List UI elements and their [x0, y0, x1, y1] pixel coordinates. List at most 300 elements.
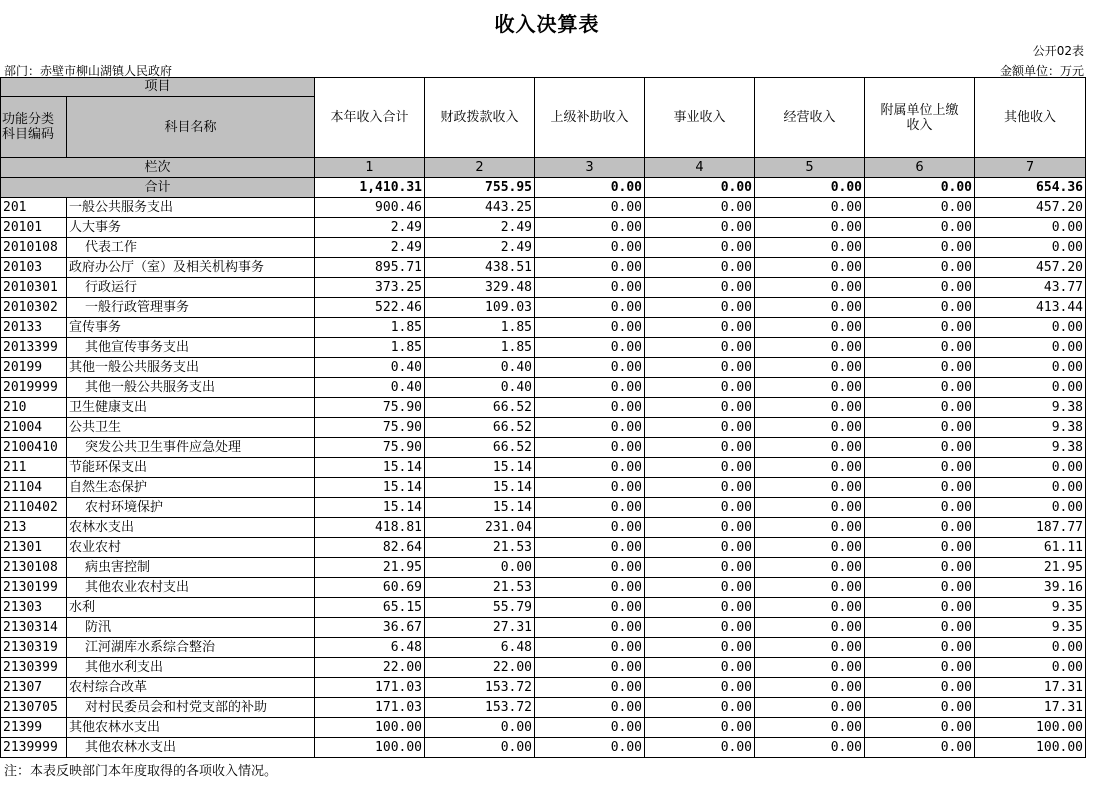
row-value: 0.00 — [645, 558, 755, 578]
table-row — [1, 298, 1086, 318]
row-value: 0.00 — [535, 198, 645, 218]
row-name: 自然生态保护 — [67, 478, 315, 498]
row-value: 0.00 — [645, 538, 755, 558]
row-name: 行政运行 — [67, 278, 315, 298]
row-value: 457.20 — [975, 198, 1086, 218]
row-value: 418.81 — [315, 518, 425, 538]
row-value: 1.85 — [425, 318, 535, 338]
row-value: 0.00 — [645, 738, 755, 758]
row-value: 61.11 — [975, 538, 1086, 558]
row-value: 0.00 — [645, 338, 755, 358]
total-label: 合计 — [1, 178, 315, 198]
row-value: 0.00 — [755, 538, 865, 558]
row-value: 0.00 — [645, 438, 755, 458]
row-value: 413.44 — [975, 298, 1086, 318]
row-value: 0.00 — [755, 378, 865, 398]
row-code: 2130399 — [1, 658, 67, 678]
total-row — [1, 178, 1086, 198]
row-value: 22.00 — [315, 658, 425, 678]
row-value: 373.25 — [315, 278, 425, 298]
row-value: 0.40 — [425, 378, 535, 398]
row-value: 9.35 — [975, 618, 1086, 638]
table-row — [1, 718, 1086, 738]
row-code: 2139999 — [1, 738, 67, 758]
row-value: 0.00 — [755, 478, 865, 498]
row-value: 0.00 — [755, 578, 865, 598]
row-value: 0.00 — [755, 618, 865, 638]
row-value: 75.90 — [315, 398, 425, 418]
row-value: 457.20 — [975, 258, 1086, 278]
header-col-5: 经营收入 — [755, 78, 865, 158]
row-value: 0.00 — [535, 338, 645, 358]
row-name: 其他农林水支出 — [67, 738, 315, 758]
row-no: 5 — [755, 158, 865, 178]
row-name: 防汛 — [67, 618, 315, 638]
row-code: 2130319 — [1, 638, 67, 658]
row-code: 2130199 — [1, 578, 67, 598]
row-value: 0.00 — [865, 278, 975, 298]
row-value: 109.03 — [425, 298, 535, 318]
table-row — [1, 498, 1086, 518]
row-value: 0.00 — [865, 358, 975, 378]
row-value: 171.03 — [315, 678, 425, 698]
row-value: 2.49 — [315, 218, 425, 238]
row-code: 21399 — [1, 718, 67, 738]
row-code: 2130314 — [1, 618, 67, 638]
row-value: 0.00 — [755, 678, 865, 698]
row-value: 0.00 — [755, 698, 865, 718]
row-value: 0.00 — [645, 198, 755, 218]
row-value: 9.38 — [975, 398, 1086, 418]
row-value: 100.00 — [315, 738, 425, 758]
row-code: 20199 — [1, 358, 67, 378]
row-value: 0.00 — [975, 498, 1086, 518]
row-value: 1.85 — [315, 338, 425, 358]
row-value: 0.00 — [755, 518, 865, 538]
row-code: 20133 — [1, 318, 67, 338]
table-row — [1, 678, 1086, 698]
row-value: 6.48 — [315, 638, 425, 658]
table-row — [1, 458, 1086, 478]
row-value: 0.00 — [535, 678, 645, 698]
income-table — [0, 77, 1086, 758]
row-value: 0.00 — [645, 298, 755, 318]
row-value: 0.00 — [755, 498, 865, 518]
row-name: 其他农业农村支出 — [67, 578, 315, 598]
row-value: 0.00 — [535, 618, 645, 638]
header-col-3: 上级补助收入 — [535, 78, 645, 158]
table-row — [1, 538, 1086, 558]
row-value: 0.00 — [975, 638, 1086, 658]
row-value: 0.00 — [865, 418, 975, 438]
row-name: 其他宣传事务支出 — [67, 338, 315, 358]
row-value: 21.95 — [315, 558, 425, 578]
row-value: 0.00 — [975, 658, 1086, 678]
row-value: 0.00 — [535, 498, 645, 518]
row-value: 0.00 — [535, 358, 645, 378]
table-row — [1, 658, 1086, 678]
table-row — [1, 618, 1086, 638]
total-value: 0.00 — [645, 178, 755, 198]
row-value: 100.00 — [975, 738, 1086, 758]
form-number: 公开02表 — [1032, 44, 1084, 58]
row-code: 2010302 — [1, 298, 67, 318]
row-value: 0.00 — [865, 398, 975, 418]
row-value: 0.00 — [645, 398, 755, 418]
row-no: 3 — [535, 158, 645, 178]
row-name: 其他水利支出 — [67, 658, 315, 678]
row-value: 66.52 — [425, 438, 535, 458]
row-name: 政府办公厅（室）及相关机构事务 — [67, 258, 315, 278]
row-value: 0.00 — [865, 658, 975, 678]
row-value: 0.00 — [645, 498, 755, 518]
table-row — [1, 378, 1086, 398]
row-value: 0.00 — [535, 658, 645, 678]
header-col-6: 附属单位上缴收入 — [865, 78, 975, 158]
row-value: 0.00 — [975, 378, 1086, 398]
table-row — [1, 258, 1086, 278]
row-code: 2130705 — [1, 698, 67, 718]
row-value: 0.00 — [865, 318, 975, 338]
row-value: 0.00 — [535, 438, 645, 458]
header-col-4: 事业收入 — [645, 78, 755, 158]
row-value: 0.00 — [645, 278, 755, 298]
row-value: 0.00 — [865, 238, 975, 258]
row-value: 0.00 — [755, 638, 865, 658]
row-value: 0.00 — [535, 698, 645, 718]
row-value: 17.31 — [975, 698, 1086, 718]
page-title: 收入决算表 — [494, 12, 600, 36]
row-value: 0.00 — [645, 478, 755, 498]
table-row — [1, 598, 1086, 618]
row-value: 0.00 — [535, 418, 645, 438]
row-value: 0.00 — [865, 458, 975, 478]
row-code: 21104 — [1, 478, 67, 498]
row-value: 0.00 — [755, 418, 865, 438]
row-value: 0.00 — [865, 558, 975, 578]
row-code: 20101 — [1, 218, 67, 238]
row-name: 水利 — [67, 598, 315, 618]
row-value: 60.69 — [315, 578, 425, 598]
row-value: 0.00 — [755, 598, 865, 618]
row-value: 15.14 — [425, 458, 535, 478]
row-value: 0.00 — [755, 718, 865, 738]
row-value: 6.48 — [425, 638, 535, 658]
row-name: 农业农村 — [67, 538, 315, 558]
row-value: 75.90 — [315, 418, 425, 438]
row-name: 一般行政管理事务 — [67, 298, 315, 318]
row-value: 21.95 — [975, 558, 1086, 578]
row-value: 153.72 — [425, 698, 535, 718]
header-col-1: 本年收入合计 — [315, 78, 425, 158]
row-value: 1.85 — [425, 338, 535, 358]
row-value: 22.00 — [425, 658, 535, 678]
row-name: 代表工作 — [67, 238, 315, 258]
row-code: 21004 — [1, 418, 67, 438]
row-value: 1.85 — [315, 318, 425, 338]
row-code: 210 — [1, 398, 67, 418]
table-row — [1, 518, 1086, 538]
table-row — [1, 338, 1086, 358]
header-project: 项目 — [1, 78, 315, 97]
row-value: 15.14 — [315, 478, 425, 498]
table-row — [1, 398, 1086, 418]
table-row — [1, 638, 1086, 658]
header-col-7: 其他收入 — [975, 78, 1086, 158]
row-name: 对村民委员会和村党支部的补助 — [67, 698, 315, 718]
row-code: 213 — [1, 518, 67, 538]
row-value: 0.00 — [865, 198, 975, 218]
table-row — [1, 278, 1086, 298]
row-value: 0.00 — [535, 298, 645, 318]
row-value: 443.25 — [425, 198, 535, 218]
row-code: 2100410 — [1, 438, 67, 458]
row-value: 0.00 — [535, 378, 645, 398]
row-value: 0.00 — [975, 458, 1086, 478]
row-value: 0.00 — [865, 698, 975, 718]
row-value: 36.67 — [315, 618, 425, 638]
row-code: 2010301 — [1, 278, 67, 298]
row-value: 171.03 — [315, 698, 425, 718]
row-no: 4 — [645, 158, 755, 178]
row-value: 21.53 — [425, 538, 535, 558]
row-value: 0.00 — [535, 218, 645, 238]
row-value: 0.00 — [645, 638, 755, 658]
row-name: 农村综合改革 — [67, 678, 315, 698]
row-name: 宣传事务 — [67, 318, 315, 338]
row-value: 895.71 — [315, 258, 425, 278]
row-name: 卫生健康支出 — [67, 398, 315, 418]
row-value: 0.00 — [535, 458, 645, 478]
row-value: 0.00 — [865, 478, 975, 498]
row-no: 6 — [865, 158, 975, 178]
table-row — [1, 238, 1086, 258]
row-value: 21.53 — [425, 578, 535, 598]
row-value: 0.00 — [755, 358, 865, 378]
row-code: 201 — [1, 198, 67, 218]
total-value: 755.95 — [425, 178, 535, 198]
row-value: 0.00 — [645, 418, 755, 438]
row-value: 153.72 — [425, 678, 535, 698]
row-value: 100.00 — [975, 718, 1086, 738]
row-value: 66.52 — [425, 418, 535, 438]
row-value: 0.00 — [645, 658, 755, 678]
row-value: 0.00 — [755, 458, 865, 478]
row-value: 0.00 — [755, 438, 865, 458]
row-value: 0.00 — [975, 318, 1086, 338]
row-value: 900.46 — [315, 198, 425, 218]
row-value: 0.00 — [535, 278, 645, 298]
row-value: 0.00 — [645, 358, 755, 378]
row-value: 0.40 — [425, 358, 535, 378]
row-value: 0.40 — [315, 378, 425, 398]
table-row — [1, 738, 1086, 758]
row-value: 39.16 — [975, 578, 1086, 598]
row-value: 0.00 — [755, 658, 865, 678]
row-value: 0.00 — [865, 718, 975, 738]
row-name: 农村环境保护 — [67, 498, 315, 518]
row-value: 0.00 — [865, 598, 975, 618]
row-value: 187.77 — [975, 518, 1086, 538]
row-value: 15.14 — [315, 498, 425, 518]
row-value: 0.00 — [645, 518, 755, 538]
row-value: 329.48 — [425, 278, 535, 298]
row-value: 0.00 — [975, 338, 1086, 358]
row-value: 0.00 — [865, 518, 975, 538]
row-value: 82.64 — [315, 538, 425, 558]
row-value: 9.35 — [975, 598, 1086, 618]
row-value: 0.00 — [865, 498, 975, 518]
row-value: 0.00 — [535, 718, 645, 738]
footnote: 注：本表反映部门本年度取得的各项收入情况。 — [4, 764, 278, 779]
row-value: 0.00 — [425, 558, 535, 578]
row-value: 66.52 — [425, 398, 535, 418]
row-value: 0.00 — [865, 298, 975, 318]
row-value: 43.77 — [975, 278, 1086, 298]
row-value: 0.00 — [425, 718, 535, 738]
row-value: 2.49 — [315, 238, 425, 258]
row-value: 0.00 — [645, 318, 755, 338]
row-value: 0.00 — [645, 598, 755, 618]
row-value: 438.51 — [425, 258, 535, 278]
total-value: 0.00 — [865, 178, 975, 198]
row-code: 20103 — [1, 258, 67, 278]
row-value: 0.00 — [535, 318, 645, 338]
row-value: 0.00 — [975, 358, 1086, 378]
row-code: 2130108 — [1, 558, 67, 578]
row-value: 2.49 — [425, 218, 535, 238]
row-value: 0.00 — [755, 218, 865, 238]
row-value: 0.00 — [975, 478, 1086, 498]
row-value: 0.00 — [755, 338, 865, 358]
table-row — [1, 478, 1086, 498]
table-row — [1, 358, 1086, 378]
row-no-label: 栏次 — [1, 158, 315, 178]
table-row — [1, 318, 1086, 338]
header-code: 功能分类科目编码 — [1, 97, 67, 158]
row-value: 9.38 — [975, 438, 1086, 458]
row-value: 0.00 — [535, 738, 645, 758]
row-value: 0.00 — [865, 638, 975, 658]
row-value: 0.00 — [535, 538, 645, 558]
row-value: 0.00 — [755, 278, 865, 298]
row-name: 公共卫生 — [67, 418, 315, 438]
row-value: 17.31 — [975, 678, 1086, 698]
row-value: 15.14 — [315, 458, 425, 478]
row-name: 突发公共卫生事件应急处理 — [67, 438, 315, 458]
row-value: 0.00 — [865, 378, 975, 398]
row-value: 0.00 — [645, 458, 755, 478]
row-value: 0.00 — [645, 218, 755, 238]
row-value: 100.00 — [315, 718, 425, 738]
unit-label: 金额单位：万元 — [999, 64, 1084, 78]
total-value: 0.00 — [755, 178, 865, 198]
row-value: 27.31 — [425, 618, 535, 638]
row-value: 0.00 — [865, 738, 975, 758]
row-name: 其他一般公共服务支出 — [67, 378, 315, 398]
row-value: 9.38 — [975, 418, 1086, 438]
row-value: 0.00 — [755, 318, 865, 338]
row-value: 0.00 — [535, 518, 645, 538]
row-value: 0.00 — [535, 598, 645, 618]
row-name: 节能环保支出 — [67, 458, 315, 478]
row-name: 其他农林水支出 — [67, 718, 315, 738]
row-value: 0.00 — [755, 238, 865, 258]
row-value: 0.00 — [865, 538, 975, 558]
row-code: 21307 — [1, 678, 67, 698]
table-row — [1, 418, 1086, 438]
row-code: 21301 — [1, 538, 67, 558]
row-code: 211 — [1, 458, 67, 478]
row-name: 其他一般公共服务支出 — [67, 358, 315, 378]
row-value: 65.15 — [315, 598, 425, 618]
row-name: 江河湖库水系综合整治 — [67, 638, 315, 658]
row-value: 15.14 — [425, 478, 535, 498]
total-value: 0.00 — [535, 178, 645, 198]
row-value: 231.04 — [425, 518, 535, 538]
row-code: 2019999 — [1, 378, 67, 398]
row-no: 1 — [315, 158, 425, 178]
row-value: 55.79 — [425, 598, 535, 618]
row-value: 0.00 — [645, 238, 755, 258]
department-label: 部门：赤壁市柳山湖镇人民政府 — [4, 64, 173, 78]
row-value: 0.00 — [535, 398, 645, 418]
row-value: 0.00 — [755, 258, 865, 278]
row-name: 病虫害控制 — [67, 558, 315, 578]
row-value: 0.00 — [755, 558, 865, 578]
row-value: 0.00 — [645, 578, 755, 598]
table-row — [1, 438, 1086, 458]
row-code: 21303 — [1, 598, 67, 618]
header-col-2: 财政拨款收入 — [425, 78, 535, 158]
row-value: 0.00 — [645, 678, 755, 698]
table-row — [1, 578, 1086, 598]
row-value: 0.00 — [645, 258, 755, 278]
row-value: 0.00 — [865, 618, 975, 638]
table-row — [1, 218, 1086, 238]
header-name: 科目名称 — [67, 97, 315, 158]
row-value: 0.00 — [535, 558, 645, 578]
row-value: 0.00 — [975, 218, 1086, 238]
row-no: 7 — [975, 158, 1086, 178]
row-value: 0.00 — [535, 478, 645, 498]
row-code: 2110402 — [1, 498, 67, 518]
row-value: 0.00 — [755, 398, 865, 418]
row-name: 农林水支出 — [67, 518, 315, 538]
row-value: 0.00 — [535, 578, 645, 598]
row-value: 0.00 — [755, 298, 865, 318]
row-code: 2010108 — [1, 238, 67, 258]
row-value: 0.00 — [865, 678, 975, 698]
table-row — [1, 198, 1086, 218]
row-no: 2 — [425, 158, 535, 178]
row-value: 0.00 — [865, 258, 975, 278]
row-value: 0.00 — [865, 338, 975, 358]
row-name: 一般公共服务支出 — [67, 198, 315, 218]
row-value: 0.00 — [425, 738, 535, 758]
row-name: 人大事务 — [67, 218, 315, 238]
row-value: 0.00 — [535, 638, 645, 658]
row-value: 0.00 — [865, 218, 975, 238]
row-value: 2.49 — [425, 238, 535, 258]
row-value: 0.00 — [645, 378, 755, 398]
row-value: 0.40 — [315, 358, 425, 378]
row-value: 0.00 — [645, 718, 755, 738]
row-value: 0.00 — [645, 618, 755, 638]
row-value: 0.00 — [865, 578, 975, 598]
row-value: 0.00 — [975, 238, 1086, 258]
row-value: 0.00 — [535, 258, 645, 278]
